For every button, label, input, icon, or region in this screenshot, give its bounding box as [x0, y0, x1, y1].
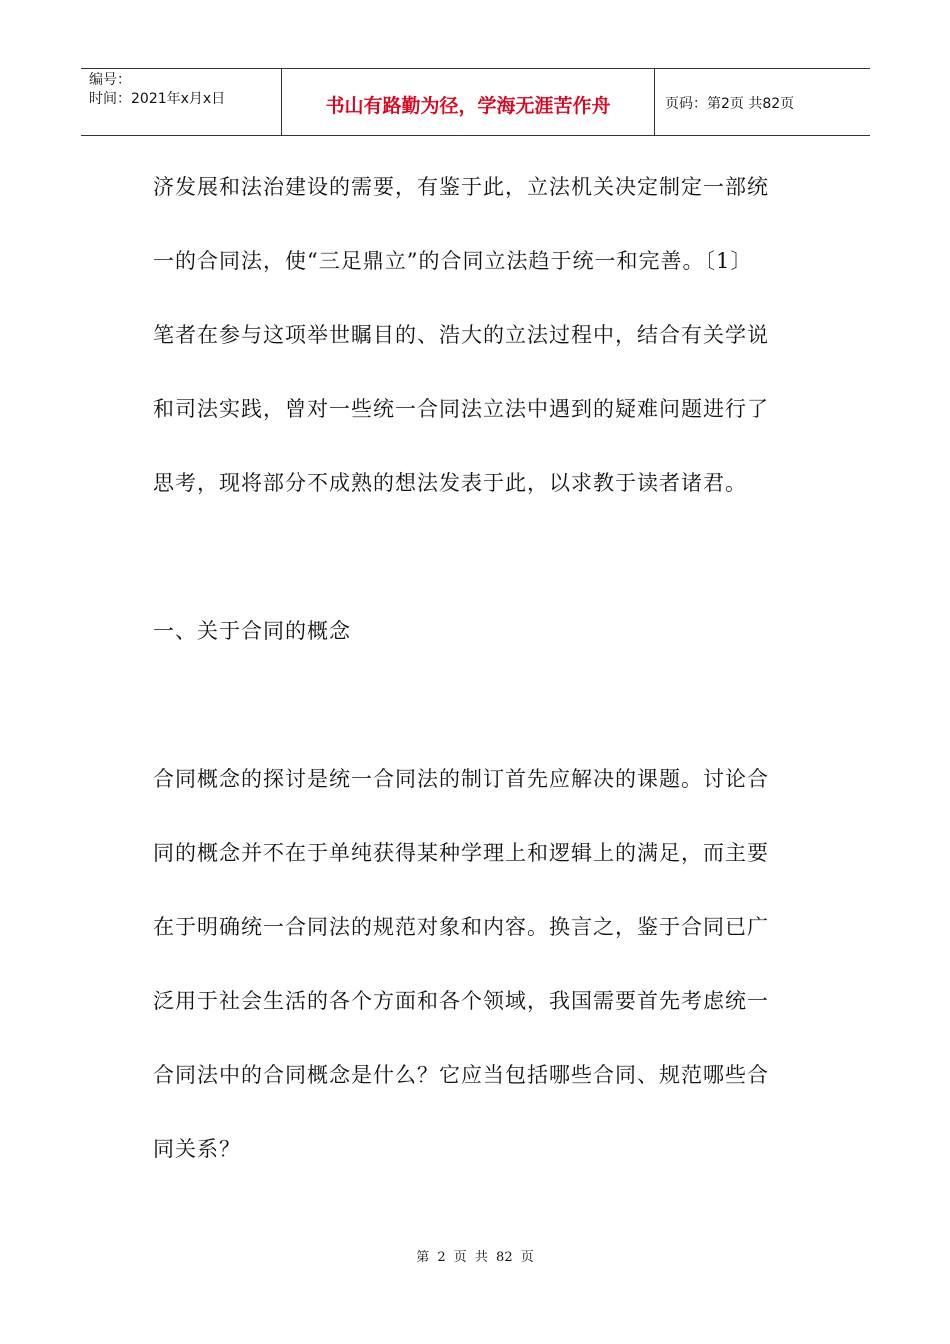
document-body: [153, 160, 803, 1196]
body-line: 在于明确统一合同法的规范对象和内容。换言之，鉴于合同已广: [153, 915, 769, 939]
paragraph-gap: [153, 678, 803, 752]
body-line: 合同概念的探讨是统一合同法的制订首先应解决的课题。讨论合: [153, 767, 769, 791]
paragraph-gap: [153, 530, 803, 604]
body-line: 泛用于社会生活的各个方面和各个领域，我国需要首先考虑统一: [153, 989, 769, 1013]
body-line: 同关系？: [153, 1137, 241, 1161]
body-line: 济发展和法治建设的需要，有鉴于此，立法机关决定制定一部统: [153, 175, 769, 199]
body-line: 一的合同法，使“三足鼎立”的合同立法趋于统一和完善。〔1〕: [153, 249, 753, 273]
page-footer: 第 2 页 共 82 页: [416, 1250, 534, 1265]
body-line: 思考，现将部分不成熟的想法发表于此，以求教于读者诸君。: [153, 471, 747, 495]
document-time: 时间：2021年x月x日: [89, 91, 226, 107]
body-line: 同的概念并不在于单纯获得某种学理上和逻辑上的满足，而主要: [153, 841, 769, 865]
section-heading: 一、关于合同的概念: [153, 619, 351, 643]
header-motto: 书山有路勤为径，学海无涯苦作舟: [282, 69, 655, 135]
page-header: [81, 68, 870, 136]
body-line: 合同法中的合同概念是什么？它应当包括哪些合同、规范哪些合: [153, 1063, 769, 1087]
header-meta: [81, 69, 282, 135]
document-number-label: 编号：: [89, 72, 131, 88]
body-line: 和司法实践，曾对一些统一合同法立法中遇到的疑难问题进行了: [153, 397, 769, 421]
header-page-info: 页码：第2页 共82页: [665, 96, 795, 112]
body-line: 笔者在参与这项举世瞩目的、浩大的立法过程中，结合有关学说: [153, 323, 769, 347]
